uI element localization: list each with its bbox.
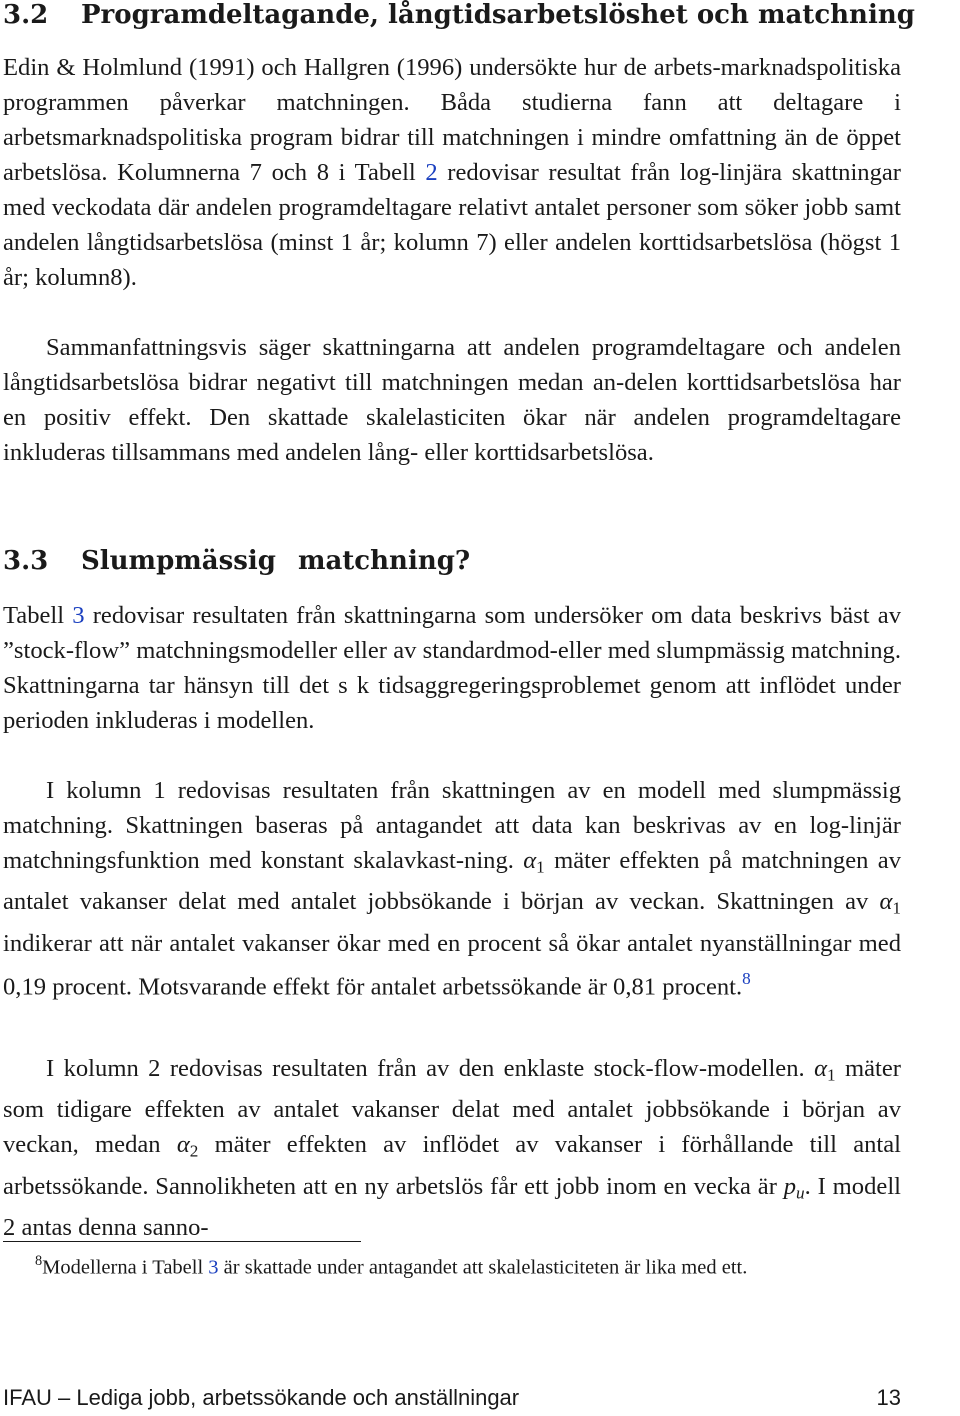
paragraph-3-3-1: Tabell 3 redovisar resultaten från skattningarna som undersöker om data beskrivs bäst av ”stock-flow” matchningsmodeller eller av standardmod-eller med slumpmässig matchning. Skattningarna tar hänsyn till det s k tidsaggregeringsproblemet genom att inflödet under perioden inkluderas i modellen. (3, 602, 901, 734)
math-subscript: 1 (827, 1065, 836, 1085)
paragraph-3-2-2: Sammanfattningsvis säger skattningarna att andelen programdeltagare och andelen långtidsarbetslösa bidrar negativt till matchningen medan an-delen korttidsarbetslösa har en positiv effekt. Den skattade skalelasticiten ökar när andelen programdeltagare inkluderas tillsammans med andelen lång- eller korttidsarbetslösa. (3, 334, 901, 466)
page-number: 13 (876, 1385, 901, 1410)
alpha-symbol: α (879, 888, 893, 916)
alpha-symbol: α (176, 1131, 190, 1159)
running-footer-title: IFAU – Lediga jobb, arbetssökande och anställningar (3, 1385, 520, 1410)
section-title-word: matchning? (297, 546, 471, 576)
table-ref-link[interactable]: 3 (72, 602, 85, 629)
section-title-word: Slumpmässig (81, 546, 276, 576)
section-number: 3.2 (3, 0, 49, 30)
paragraph-3-3-2: I kolumn 1 redovisas resultaten från skattningen av en modell med slumpmässig matchning. Skattningen baseras på antagandet att data kan beskrivas av en log-linjär matchningsfunktion med konstant skalavkast-ning. $\alpha_1$ mäter effekten på matchningen av antalet vakanser delat med antalet jobbsökande i början av veckan. Skattningen av $\alpha_1$ indikerar att när antalet vakanser ökar med en procent så ökar antalet nyanställningar med 0,19 procent. Motsvarande effekt för antalet arbetssökande är 0,81 procent.$^8$ (3, 777, 901, 1000)
probability-symbol: p (783, 1172, 797, 1200)
section-title: Programdeltagande, långtidsarbetslöshet och matchning (81, 0, 915, 30)
alpha-symbol: α (523, 847, 537, 874)
math-subscript: u (796, 1182, 805, 1202)
running-footer (3, 1383, 901, 1413)
alpha-symbol: α (814, 1055, 827, 1082)
footnote-mark: 8 (35, 1253, 43, 1269)
math-subscript: 1 (536, 857, 545, 877)
paragraph-3-2-1: Edin & Holmlund (1991) och Hallgren (1996) undersökte hur de arbets-marknadspolitiska programmen påverkar matchningen. Båda studierna fann att deltagare i arbetsmarknadspolitiska program bidrar till matchningen i mindre omfattning än de öppet arbetslösa. Kolumnerna 7 och 8 i Tabell 2 redovisar resultat från log-linjära skattningar med veckodata där andelen programdeltagare relativt antalet personer som söker jobb samt andelen långtidsarbetslösa (minst 1 år; kolumn 7) eller andelen korttidsarbetslösa (högst 1 år; kolumn8). (3, 54, 901, 291)
math-subscript: 1 (892, 898, 901, 918)
section-heading-3-2 (3, 0, 915, 30)
section-number: 3.3 (3, 546, 49, 576)
section-heading-3-3 (3, 546, 470, 576)
table-ref-link[interactable]: 2 (425, 159, 438, 186)
table-ref-link[interactable]: 3 (208, 1256, 219, 1279)
footnote-divider (3, 1241, 361, 1242)
footnote-ref-link[interactable]: 8 (742, 968, 751, 988)
math-subscript: 2 (189, 1141, 199, 1161)
paragraph-3-3-3: I kolumn 2 redovisas resultaten från av den enklaste stock-flow-modellen. $\alpha_1$ mäter som tidigare effekten av antalet vakanser delat med antalet jobbsökande i början av veckan, medan $\alpha_2$ mäter effekten av inflödet av vakanser i förhållande till antal arbetssökande. Sannolikheten att en ny arbetslös får ett jobb inom en vecka är $p_u$. I modell 2 antas denna sanno- (3, 1055, 902, 1241)
footnote-8: $^8$Modellerna i Tabell 3 är skattade under antagandet att skalelasticiteten är lika med ett. (35, 1253, 748, 1279)
